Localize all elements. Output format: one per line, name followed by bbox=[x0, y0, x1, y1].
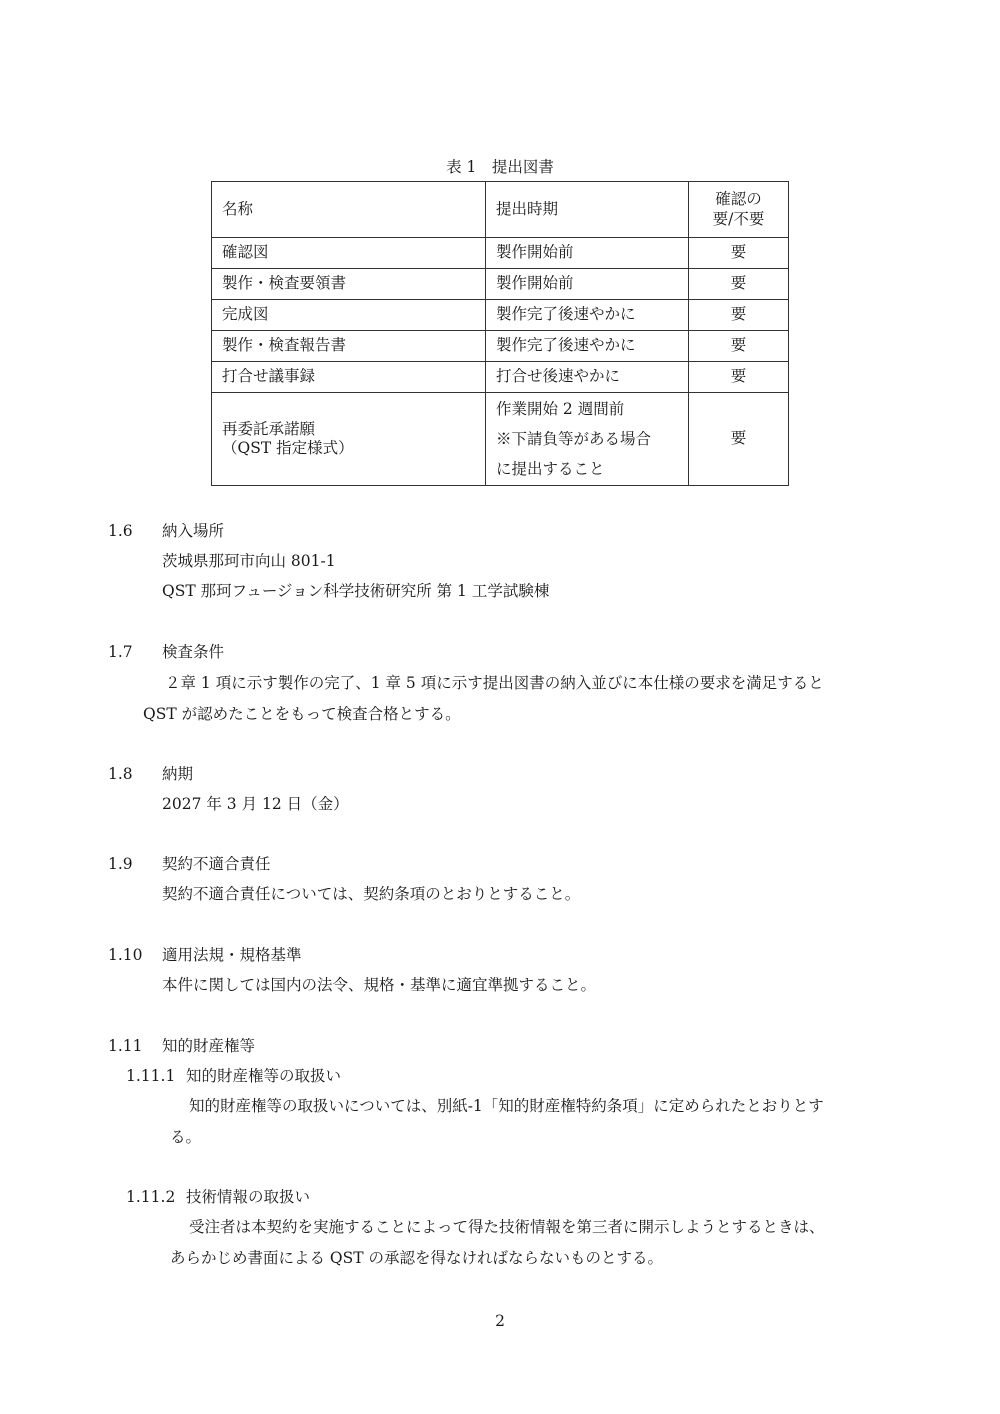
cell-name: 確認図 bbox=[212, 238, 486, 269]
section-number: 1.10 bbox=[108, 946, 143, 964]
section-number: 1.7 bbox=[108, 643, 133, 661]
cell-timing-line3: に提出すること bbox=[496, 460, 605, 478]
table-caption: 表 1 提出図書 bbox=[446, 158, 554, 176]
submission-documents-table bbox=[211, 181, 789, 486]
delivery-date: 2027 年 3 月 12 日（金） bbox=[162, 795, 349, 813]
subsection-title: 技術情報の取扱い bbox=[186, 1188, 311, 1206]
header-confirm bbox=[689, 182, 789, 238]
body-text: る。 bbox=[170, 1128, 202, 1146]
address-line: 茨城県那珂市向山 801-1 bbox=[162, 552, 336, 570]
subsection-number: 1.11.1 bbox=[126, 1067, 176, 1085]
section-title: 適用法規・規格基準 bbox=[162, 946, 302, 964]
section-title: 知的財産権等 bbox=[162, 1037, 256, 1055]
subsection-number: 1.11.2 bbox=[126, 1188, 176, 1206]
table-row bbox=[212, 362, 789, 393]
section-title: 検査条件 bbox=[162, 643, 225, 661]
cell-name-line2: （QST 指定様式） bbox=[222, 439, 354, 457]
section-number: 1.8 bbox=[108, 765, 133, 783]
cell-timing: 製作完了後速やかに bbox=[486, 331, 689, 362]
table-row bbox=[212, 269, 789, 300]
table-row bbox=[212, 393, 789, 486]
cell-req: 要 bbox=[689, 269, 789, 300]
section-number: 1.6 bbox=[108, 522, 133, 540]
cell-name bbox=[212, 393, 486, 486]
table-header-row bbox=[212, 182, 789, 238]
header-name: 名称 bbox=[212, 182, 486, 238]
cell-name: 製作・検査要領書 bbox=[212, 269, 486, 300]
cell-timing bbox=[486, 393, 689, 486]
cell-name: 打合せ議事録 bbox=[212, 362, 486, 393]
cell-req: 要 bbox=[689, 238, 789, 269]
header-timing: 提出時期 bbox=[486, 182, 689, 238]
cell-req: 要 bbox=[689, 362, 789, 393]
section-title: 契約不適合責任 bbox=[162, 855, 271, 873]
header-confirm-line1: 確認の bbox=[715, 190, 762, 209]
cell-req: 要 bbox=[689, 300, 789, 331]
page-number: 2 bbox=[495, 1312, 505, 1330]
cell-name-line1: 再委託承諾願 bbox=[222, 419, 316, 438]
body-text: 契約不適合責任については、契約条項のとおりとすること。 bbox=[162, 885, 581, 903]
subsection-title: 知的財産権等の取扱い bbox=[186, 1067, 342, 1085]
cell-timing: 製作開始前 bbox=[486, 269, 689, 300]
table-row bbox=[212, 300, 789, 331]
cell-req: 要 bbox=[689, 393, 789, 486]
section-title: 納期 bbox=[162, 765, 194, 783]
cell-name: 製作・検査報告書 bbox=[212, 331, 486, 362]
body-text: QST が認めたことをもって検査合格とする。 bbox=[143, 705, 461, 723]
table-row bbox=[212, 238, 789, 269]
body-text: ２章 1 項に示す製作の完了、1 章 5 項に示す提出図書の納入並びに本仕様の要求を満足すると bbox=[165, 674, 824, 692]
cell-req: 要 bbox=[689, 331, 789, 362]
cell-timing: 製作完了後速やかに bbox=[486, 300, 689, 331]
body-text: 知的財産権等の取扱いについては、別紙-1「知的財産権特約条項」に定められたとおりとす bbox=[189, 1097, 824, 1115]
cell-timing: 製作開始前 bbox=[486, 238, 689, 269]
body-text: あらかじめ書面による QST の承認を得なければならないものとする。 bbox=[170, 1249, 664, 1267]
cell-timing-line1: 作業開始 2 週間前 bbox=[496, 400, 625, 418]
facility-line: QST 那珂フュージョン科学技術研究所 第 1 工学試験棟 bbox=[162, 582, 550, 600]
body-text: 本件に関しては国内の法令、規格・基準に適宜準拠すること。 bbox=[162, 976, 597, 994]
section-title: 納入場所 bbox=[162, 522, 225, 540]
cell-timing: 打合せ後速やかに bbox=[486, 362, 689, 393]
body-text: 受注者は本契約を実施することによって得た技術情報を第三者に開示しようとするときは、 bbox=[189, 1218, 825, 1236]
section-number: 1.11 bbox=[108, 1037, 143, 1055]
table-row bbox=[212, 331, 789, 362]
cell-timing-line2: ※下請負等がある場合 bbox=[496, 430, 652, 448]
section-number: 1.9 bbox=[108, 855, 133, 873]
header-confirm-line2: 要/不要 bbox=[712, 209, 765, 228]
cell-name: 完成図 bbox=[212, 300, 486, 331]
